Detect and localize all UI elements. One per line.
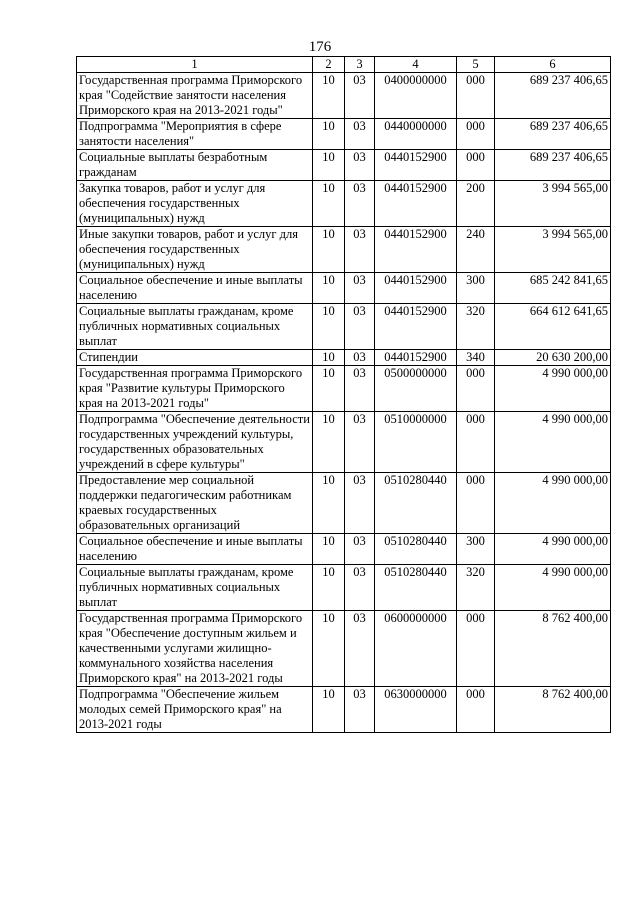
table-row [77, 119, 611, 150]
section-code: 10 [313, 366, 345, 412]
subsection-code: 03 [345, 119, 375, 150]
section-code: 10 [313, 150, 345, 181]
section-code: 10 [313, 73, 345, 119]
amount-cell: 685 242 841,65 [495, 273, 611, 304]
expense-type-code: 320 [457, 565, 495, 611]
line-item-name: Социальные выплаты безработным гражданам [77, 150, 313, 181]
line-item-name: Социальное обеспечение и иные выплаты населению [77, 534, 313, 565]
subsection-code: 03 [345, 273, 375, 304]
subsection-code: 03 [345, 687, 375, 733]
table-row [77, 611, 611, 687]
line-item-name: Государственная программа Приморского края "Обеспечение доступным жильем и качественными услугами жилищно-коммунального хозяйства населения Приморского края" на 2013-2021 годы [77, 611, 313, 687]
section-code: 10 [313, 304, 345, 350]
subsection-code: 03 [345, 150, 375, 181]
expense-type-code: 240 [457, 227, 495, 273]
target-article-code: 0440152900 [375, 350, 457, 366]
table-row [77, 227, 611, 273]
target-article-code: 0600000000 [375, 611, 457, 687]
column-header: 5 [457, 57, 495, 73]
expense-type-code: 320 [457, 304, 495, 350]
subsection-code: 03 [345, 534, 375, 565]
amount-cell: 689 237 406,65 [495, 73, 611, 119]
table-row [77, 150, 611, 181]
subsection-code: 03 [345, 227, 375, 273]
expense-type-code: 340 [457, 350, 495, 366]
amount-cell: 4 990 000,00 [495, 473, 611, 534]
amount-cell: 20 630 200,00 [495, 350, 611, 366]
target-article-code: 0440152900 [375, 150, 457, 181]
table-row [77, 273, 611, 304]
line-item-name: Подпрограмма "Мероприятия в сфере занятости населения" [77, 119, 313, 150]
expense-type-code: 000 [457, 611, 495, 687]
line-item-name: Стипендии [77, 350, 313, 366]
amount-cell: 3 994 565,00 [495, 227, 611, 273]
expense-type-code: 000 [457, 412, 495, 473]
subsection-code: 03 [345, 473, 375, 534]
expense-type-code: 000 [457, 687, 495, 733]
amount-cell: 689 237 406,65 [495, 119, 611, 150]
expense-type-code: 300 [457, 534, 495, 565]
table-row [77, 350, 611, 366]
subsection-code: 03 [345, 181, 375, 227]
subsection-code: 03 [345, 366, 375, 412]
target-article-code: 0510280440 [375, 473, 457, 534]
target-article-code: 0440152900 [375, 304, 457, 350]
target-article-code: 0440152900 [375, 181, 457, 227]
target-article-code: 0440000000 [375, 119, 457, 150]
target-article-code: 0400000000 [375, 73, 457, 119]
amount-cell: 664 612 641,65 [495, 304, 611, 350]
subsection-code: 03 [345, 304, 375, 350]
target-article-code: 0510000000 [375, 412, 457, 473]
section-code: 10 [313, 350, 345, 366]
subsection-code: 03 [345, 565, 375, 611]
expense-type-code: 000 [457, 366, 495, 412]
target-article-code: 0440152900 [375, 227, 457, 273]
line-item-name: Государственная программа Приморского края "Развитие культуры Приморского края на 2013-2021 годы" [77, 366, 313, 412]
subsection-code: 03 [345, 73, 375, 119]
subsection-code: 03 [345, 350, 375, 366]
line-item-name: Социальные выплаты гражданам, кроме публичных нормативных социальных выплат [77, 304, 313, 350]
amount-cell: 8 762 400,00 [495, 687, 611, 733]
section-code: 10 [313, 565, 345, 611]
expense-type-code: 300 [457, 273, 495, 304]
line-item-name: Государственная программа Приморского края "Содействие занятости населения Приморского края на 2013-2021 годы" [77, 73, 313, 119]
target-article-code: 0500000000 [375, 366, 457, 412]
section-code: 10 [313, 119, 345, 150]
table-row [77, 73, 611, 119]
amount-cell: 4 990 000,00 [495, 534, 611, 565]
line-item-name: Подпрограмма "Обеспечение жильем молодых семей Приморского края" на 2013-2021 годы [77, 687, 313, 733]
amount-cell: 8 762 400,00 [495, 611, 611, 687]
column-header: 2 [313, 57, 345, 73]
target-article-code: 0510280440 [375, 534, 457, 565]
table-row [77, 304, 611, 350]
line-item-name: Социальные выплаты гражданам, кроме публичных нормативных социальных выплат [77, 565, 313, 611]
target-article-code: 0440152900 [375, 273, 457, 304]
column-header: 3 [345, 57, 375, 73]
amount-cell: 3 994 565,00 [495, 181, 611, 227]
column-header: 1 [77, 57, 313, 73]
line-item-name: Подпрограмма "Обеспечение деятельности государственных учреждений культуры, государственных образовательных учреждений в сфере культуры" [77, 412, 313, 473]
target-article-code: 0630000000 [375, 687, 457, 733]
table-row [77, 565, 611, 611]
line-item-name: Социальное обеспечение и иные выплаты населению [77, 273, 313, 304]
section-code: 10 [313, 273, 345, 304]
table-header-row [77, 57, 611, 73]
table-row [77, 534, 611, 565]
section-code: 10 [313, 611, 345, 687]
section-code: 10 [313, 412, 345, 473]
target-article-code: 0510280440 [375, 565, 457, 611]
table-body [77, 73, 611, 733]
budget-table [76, 56, 611, 733]
amount-cell: 689 237 406,65 [495, 150, 611, 181]
line-item-name: Предоставление мер социальной поддержки педагогическим работникам краевых государственных образовательных организаций [77, 473, 313, 534]
table-row [77, 412, 611, 473]
table-row [77, 687, 611, 733]
column-header: 4 [375, 57, 457, 73]
expense-type-code: 000 [457, 150, 495, 181]
table-row [77, 181, 611, 227]
section-code: 10 [313, 687, 345, 733]
page-number: 176 [308, 39, 332, 55]
expense-type-code: 000 [457, 119, 495, 150]
subsection-code: 03 [345, 611, 375, 687]
expense-type-code: 200 [457, 181, 495, 227]
amount-cell: 4 990 000,00 [495, 412, 611, 473]
amount-cell: 4 990 000,00 [495, 565, 611, 611]
line-item-name: Закупка товаров, работ и услуг для обеспечения государственных (муниципальных) нужд [77, 181, 313, 227]
section-code: 10 [313, 227, 345, 273]
table-row [77, 366, 611, 412]
section-code: 10 [313, 473, 345, 534]
column-header: 6 [495, 57, 611, 73]
line-item-name: Иные закупки товаров, работ и услуг для обеспечения государственных (муниципальных) нужд [77, 227, 313, 273]
table-row [77, 473, 611, 534]
amount-cell: 4 990 000,00 [495, 366, 611, 412]
subsection-code: 03 [345, 412, 375, 473]
section-code: 10 [313, 181, 345, 227]
expense-type-code: 000 [457, 473, 495, 534]
expense-type-code: 000 [457, 73, 495, 119]
section-code: 10 [313, 534, 345, 565]
